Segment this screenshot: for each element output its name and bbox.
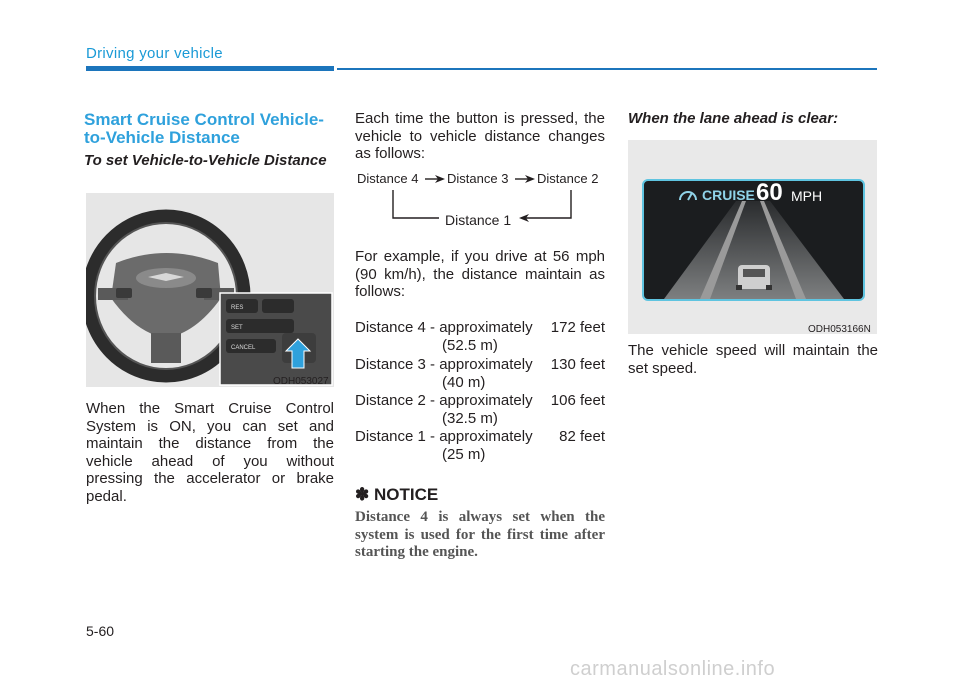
distance-meters: (52.5 m) bbox=[442, 336, 498, 354]
cycle-distance-4: Distance 4 bbox=[357, 171, 419, 186]
header-rule-thin bbox=[337, 68, 877, 70]
speedometer-icon bbox=[678, 187, 698, 203]
distance-label: Distance 2 - approximately bbox=[355, 392, 533, 409]
distance-row-4 bbox=[355, 319, 605, 354]
res-label: RES bbox=[231, 305, 244, 311]
distance-meters: (32.5 m) bbox=[442, 409, 498, 427]
header-rule-thick bbox=[86, 66, 334, 71]
cluster-display bbox=[642, 179, 865, 301]
distance-label: Distance 4 - approximately bbox=[355, 319, 533, 336]
notice-title: ✽ NOTICE bbox=[355, 485, 439, 504]
page-number: 5-60 bbox=[86, 623, 115, 639]
distance-meters: (40 m) bbox=[442, 373, 486, 391]
cluster-display-figure bbox=[628, 140, 877, 334]
steering-wheel-figure bbox=[86, 193, 334, 387]
distance-row-3 bbox=[355, 356, 605, 391]
figure-code: ODH053027 bbox=[273, 376, 329, 387]
subheading: To set Vehicle-to-Vehicle Distance bbox=[84, 152, 327, 169]
set-label: SET bbox=[231, 325, 243, 331]
distance-feet: 106 feet bbox=[550, 392, 605, 409]
cruise-label: CRUISE bbox=[702, 187, 755, 203]
notice-body: Distance 4 is always set when the system is used for the first time after starting the engine. bbox=[355, 509, 605, 560]
distance-feet: 130 feet bbox=[550, 356, 605, 373]
maintain-speed-paragraph: The vehicle speed will maintain the set speed. bbox=[628, 342, 878, 377]
button-press-paragraph: Each time the button is pressed, the vehicle to vehicle distance changes as follows: bbox=[355, 110, 605, 162]
intro-paragraph: When the Smart Cruise Control System is ON, you can set and maintain the distance from the vehicle ahead of you without pressing the accelerator or brake pedal. bbox=[86, 400, 334, 505]
section-title: Driving your vehicle bbox=[86, 45, 223, 62]
steering-wheel-illustration bbox=[86, 193, 334, 387]
cycle-distance-2: Distance 2 bbox=[537, 171, 599, 186]
example-paragraph: For example, if you drive at 56 mph (90 km/h), the distance maintain as follows: bbox=[355, 248, 605, 300]
distance-label: Distance 3 - approximately bbox=[355, 356, 533, 373]
distance-meters: (25 m) bbox=[442, 445, 486, 463]
cycle-distance-3: Distance 3 bbox=[447, 171, 509, 186]
distance-cycle-diagram bbox=[355, 168, 605, 228]
watermark: carmanualsonline.info bbox=[570, 658, 776, 680]
figure-code: ODH053166N bbox=[808, 324, 871, 335]
distance-label: Distance 1 - approximately bbox=[355, 428, 533, 445]
distance-row-2 bbox=[355, 392, 605, 427]
set-speed: 60 bbox=[756, 179, 783, 206]
cycle-arrows bbox=[355, 168, 605, 228]
cancel-label: CANCEL bbox=[231, 345, 256, 351]
distance-feet: 82 feet bbox=[559, 428, 605, 445]
lead-car-icon bbox=[736, 265, 772, 290]
distance-feet: 172 feet bbox=[550, 319, 605, 336]
speed-unit: MPH bbox=[791, 188, 823, 204]
section-heading: Smart Cruise Control Vehicle-to-Vehicle Distance bbox=[84, 110, 324, 147]
cycle-distance-1: Distance 1 bbox=[445, 212, 512, 228]
distance-row-1 bbox=[355, 428, 605, 463]
lane-clear-heading: When the lane ahead is clear: bbox=[628, 110, 839, 127]
